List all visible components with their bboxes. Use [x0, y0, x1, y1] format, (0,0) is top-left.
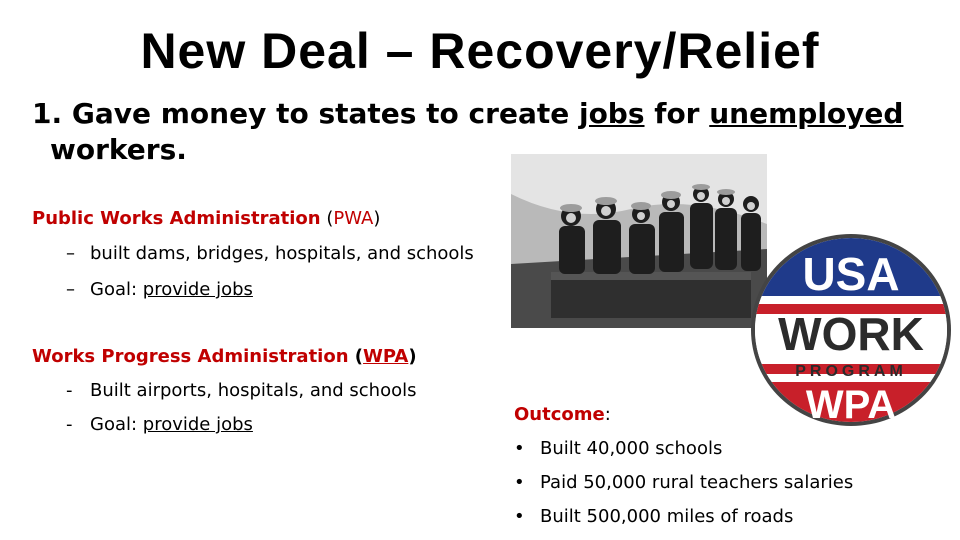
- wpa-item-mark: -: [66, 414, 73, 435]
- pwa-section: [32, 202, 474, 308]
- pwa-name: Public Works Administration: [32, 208, 321, 229]
- pwa-heading: [32, 202, 474, 236]
- wpa-item: [32, 374, 417, 408]
- outcome-item-text: Built 40,000 schools: [540, 438, 723, 459]
- outcome-item-text: Built 500,000 miles of roads: [540, 506, 794, 527]
- outcome-item-text: Paid 50,000 rural teachers salaries: [540, 472, 854, 493]
- wpa-heading: [32, 340, 417, 374]
- pwa-item: [32, 272, 474, 308]
- pwa-goal-label: Goal:: [90, 279, 143, 300]
- pwa-goal-value: provide jobs: [142, 279, 253, 300]
- pwa-item-text: built dams, bridges, hospitals, and schools: [90, 243, 474, 264]
- outcome-colon: :: [604, 404, 611, 425]
- wpa-goal-value: provide jobs: [142, 414, 253, 435]
- unemployed-text: unemployed: [709, 97, 904, 130]
- wpa-badge-graphic: [748, 232, 954, 428]
- pwa-open-paren: (: [320, 208, 334, 229]
- pwa-item-mark: –: [66, 243, 75, 264]
- workers-photo: [511, 154, 767, 328]
- pwa-item-mark: –: [66, 279, 75, 300]
- pwa-abbr: PWA: [333, 208, 374, 229]
- wpa-open-paren: (: [348, 346, 364, 367]
- bullet: •: [514, 438, 525, 459]
- main-point-mid: for: [644, 97, 710, 130]
- pwa-item: [32, 236, 474, 272]
- badge-usa-text: USA: [802, 248, 900, 300]
- wpa-item-mark: -: [66, 380, 73, 401]
- outcome-item: [514, 466, 853, 500]
- outcome-label: Outcome: [514, 404, 605, 425]
- wpa-abbr: WPA: [363, 346, 409, 367]
- wpa-close-paren: ): [408, 346, 417, 367]
- wpa-badge: [748, 232, 954, 428]
- bullet: •: [514, 472, 525, 493]
- workers-photo-illustration: [511, 154, 767, 328]
- slide-title: New Deal – Recovery/Relief: [140, 23, 820, 79]
- wpa-goal-label: Goal:: [90, 414, 143, 435]
- wpa-item-text: Built airports, hospitals, and schools: [90, 380, 417, 401]
- badge-wpa-text: WPA: [805, 383, 897, 427]
- outcome-item: [514, 432, 853, 466]
- main-point: [32, 96, 952, 168]
- outcome-item: [514, 500, 853, 534]
- main-point-continuation: workers.: [50, 133, 187, 166]
- badge-program-text: PROGRAM: [795, 363, 907, 380]
- jobs-text: jobs: [578, 97, 645, 130]
- bullet: •: [514, 506, 525, 527]
- wpa-item: [32, 408, 417, 442]
- badge-work-text: WORK: [778, 308, 924, 360]
- wpa-name: Works Progress Administration: [32, 346, 349, 367]
- pwa-close-paren: ): [373, 208, 381, 229]
- wpa-section: [32, 340, 417, 442]
- main-point-prefix: 1. Gave money to states to create: [32, 97, 579, 130]
